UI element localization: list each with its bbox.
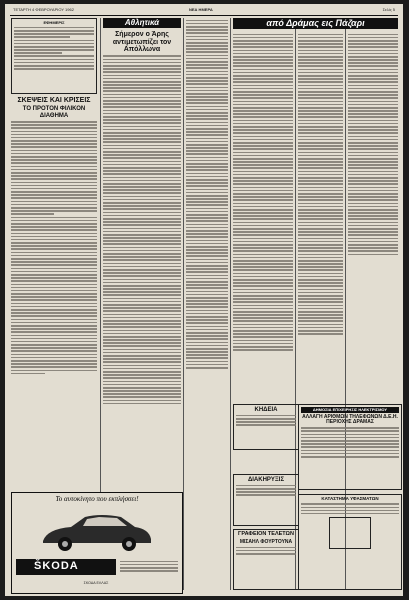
section-heading: ΣΚΕΨΕΙΣ ΚΑΙ ΚΡΙΣΕΙΣ [17,97,91,104]
column-3 [186,18,228,370]
column-1 [11,18,97,376]
page-number: Σελίς 5 [382,7,395,12]
funeral-office-ad [233,529,299,590]
regional-section-banner: από Δράμας εις Πάζαρι [233,18,398,29]
ad-dealer: ΣΚΟΔΑ ΕΛΛΑΣ [83,581,109,585]
columns-4-6 [233,18,398,29]
ad-slogan: Το αυτοκίνητο που εκπλήσσει! [55,495,139,503]
notice-box-1 [233,404,299,450]
article-headline-1: ΤΟ ΠΡΟΤΟΝ ΦΙΛΙΚΟΝ ΔΙΑΘΗΜΑ [22,106,86,119]
shop-advertisement [298,494,402,590]
masthead: ΝΕΑ ΗΜΕΡΑ [189,7,213,12]
ad-details [120,559,178,573]
column-2 [103,18,181,406]
column-6 [348,32,398,257]
power-notice-banner: ΔΗΜΟΣΙΑ ΕΠΙΧΕΙΡΗΣΙΣ ΗΛΕΚΤΡΙΣΜΟΥ [301,407,399,413]
shop-title: ΚΑΤΑΣΤΗΜΑ ΥΦΑΣΜΑΤΩΝ [321,496,379,501]
power-notice-title: ΑΛΛΑΓΗ ΑΡΙΘΜΩΝ ΤΗΛΕΦΩΝΩΝ Δ.Ε.Η. ΠΕΡΙΟΧΗΣ ΔΡΑΜΑΣ [302,414,398,426]
car-advertisement [11,492,183,594]
masthead-box [11,18,97,94]
brand-logo: ŠKODA [16,559,116,575]
notice-box-2 [233,474,299,526]
issue-date: ΤΕΤΑΡΤΗ 4 ΦΕΒΡΟΥΑΡΙΟΥ 1962 [13,7,74,12]
notice-heading-1: ΚΗΔΕΙΑ [254,407,278,413]
sports-section-banner: Αθλητικά [103,18,181,28]
column-4 [233,32,293,352]
running-header [5,7,403,15]
masthead-title: ΕΦΗΜΕΡΙΣ [43,20,65,25]
shop-illustration [329,517,371,549]
funeral-office-name: ΜΙΣΑΗΛ ΦΟΥΡΤΟΥΝΑ [239,538,293,545]
car-illustration [37,507,157,555]
funeral-office-title: ΓΡΑΦΕΙΟΝ ΤΕΛΕΤΩΝ [238,531,294,537]
newspaper-page [5,4,403,596]
column-5 [298,32,343,336]
power-company-notice [298,404,402,490]
article-headline-2: Σήμερον ο Άρης αντιμετωπίζει τον Απόλλωνα [112,31,172,54]
notice-heading-2: ΔΙΑΚΗΡΥΞΙΣ [247,477,285,483]
